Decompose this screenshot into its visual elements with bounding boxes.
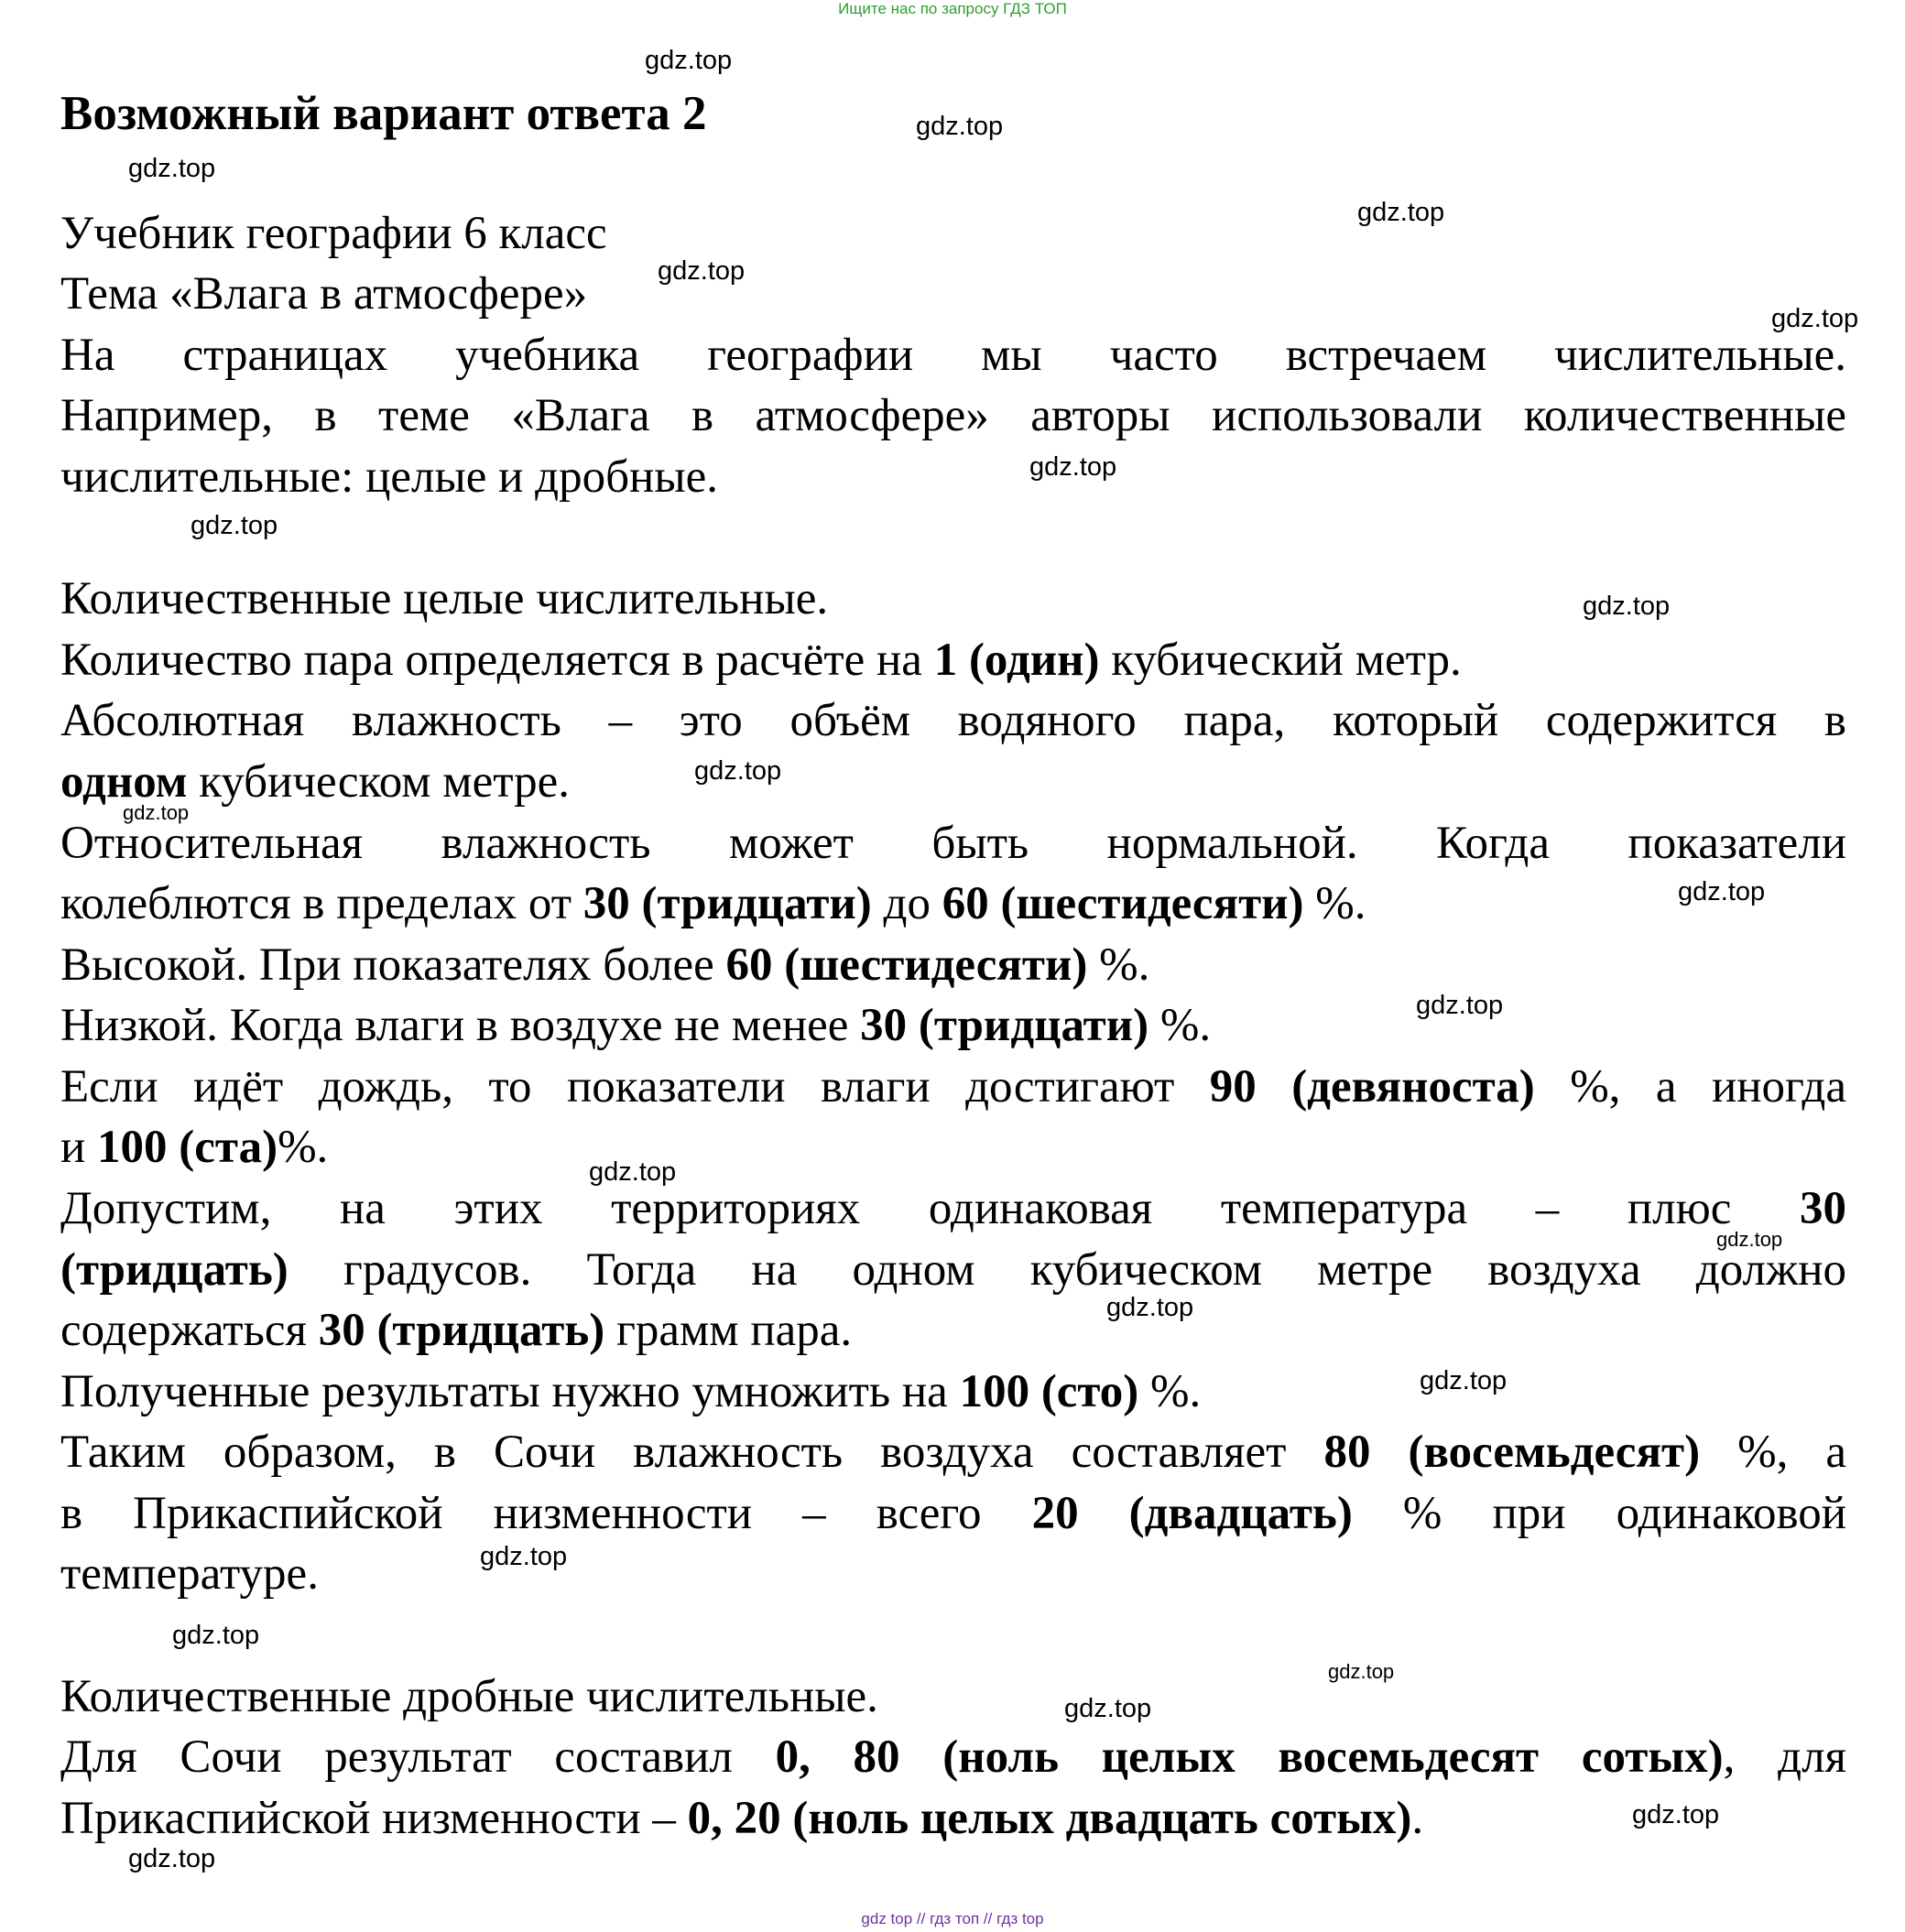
watermark: gdz.top xyxy=(1106,1293,1194,1322)
text-line: Допустим, на этих территориях одинаковая температура – плюс 30 xyxy=(60,1183,1846,1234)
text-line: числительные: целые и дробные. xyxy=(60,451,718,503)
text-line: Если идёт дождь, то показатели влаги достигают 90 (девяноста) %, а иногда xyxy=(60,1061,1846,1113)
watermark: gdz.top xyxy=(190,511,278,540)
watermark: gdz.top xyxy=(1420,1366,1508,1395)
page-title: Возможный вариант ответа 2 xyxy=(60,87,707,140)
watermark: gdz.top xyxy=(123,801,190,824)
text-line: и 100 (ста)%. xyxy=(60,1122,329,1173)
text-line: колеблются в пределах от 30 (тридцати) до 60 (шестидесяти) %. xyxy=(60,878,1366,929)
watermark: gdz.top xyxy=(1416,991,1504,1020)
text-line: Таким образом, в Сочи влажность воздуха составляет 80 (восемьдесят) %, а xyxy=(60,1427,1847,1478)
watermark: gdz.top xyxy=(658,256,746,286)
watermark: gdz.top xyxy=(1771,304,1859,333)
footer-note: gdz top // гдз топ // гдз top xyxy=(861,1910,1044,1927)
text-line: Низкой. Когда влаги в воздухе не менее 30 (тридцати) %. xyxy=(60,1000,1212,1051)
watermark: gdz.top xyxy=(1678,877,1766,906)
text-line: Количественные целые числительные. xyxy=(60,573,829,624)
text-line: Количественные дробные числительные. xyxy=(60,1671,878,1722)
text-line: (тридцать) градусов. Тогда на одном кубическом метре воздуха должно xyxy=(60,1244,1846,1296)
watermark: gdz.top xyxy=(1328,1660,1395,1683)
watermark: gdz.top xyxy=(128,154,216,183)
watermark: gdz.top xyxy=(916,112,1004,141)
watermark: gdz.top xyxy=(1716,1228,1783,1251)
watermark: gdz.top xyxy=(1583,592,1671,621)
text-line: Учебник географии 6 класс xyxy=(60,208,607,259)
text-line: Прикаспийской низменности – 0, 20 (ноль целых двадцать сотых). xyxy=(60,1793,1424,1844)
text-line: На страницах учебника географии мы часто встречаем числительные. xyxy=(60,330,1846,381)
text-line: температуре. xyxy=(60,1548,319,1600)
text-line: Высокой. При показателях более 60 (шестидесяти) %. xyxy=(60,939,1150,991)
text-line: содержаться 30 (тридцать) грамм пара. xyxy=(60,1305,853,1356)
text-line: Полученные результаты нужно умножить на 100 (сто) %. xyxy=(60,1366,1202,1417)
watermark: gdz.top xyxy=(694,756,782,786)
watermark: gdz.top xyxy=(1029,452,1117,482)
watermark: gdz.top xyxy=(128,1844,216,1873)
watermark: gdz.top xyxy=(1632,1800,1720,1829)
text-line: в Прикаспийской низменности – всего 20 (двадцать) % при одинаковой xyxy=(60,1488,1846,1539)
text-line: Количество пара определяется в расчёте на 1 (один) кубический метр. xyxy=(60,635,1462,686)
text-line: Тема «Влага в атмосфере» xyxy=(60,268,588,320)
watermark: gdz.top xyxy=(480,1542,568,1571)
top-notice: Ищите нас по запросу ГДЗ ТОП xyxy=(838,0,1067,17)
watermark: gdz.top xyxy=(1064,1694,1152,1723)
watermark: gdz.top xyxy=(589,1157,677,1187)
watermark: gdz.top xyxy=(645,46,733,75)
text-line: Например, в теме «Влага в атмосфере» авторы использовали количественные xyxy=(60,390,1846,441)
watermark: gdz.top xyxy=(172,1621,260,1650)
watermark: gdz.top xyxy=(1357,198,1445,227)
text-line: Абсолютная влажность – это объём водяного пара, который содержится в xyxy=(60,695,1846,746)
text-line: Относительная влажность может быть нормальной. Когда показатели xyxy=(60,818,1846,869)
text-line: одном кубическом метре. xyxy=(60,756,570,808)
text-line: Для Сочи результат составил 0, 80 (ноль целых восемьдесят сотых), для xyxy=(60,1731,1847,1783)
